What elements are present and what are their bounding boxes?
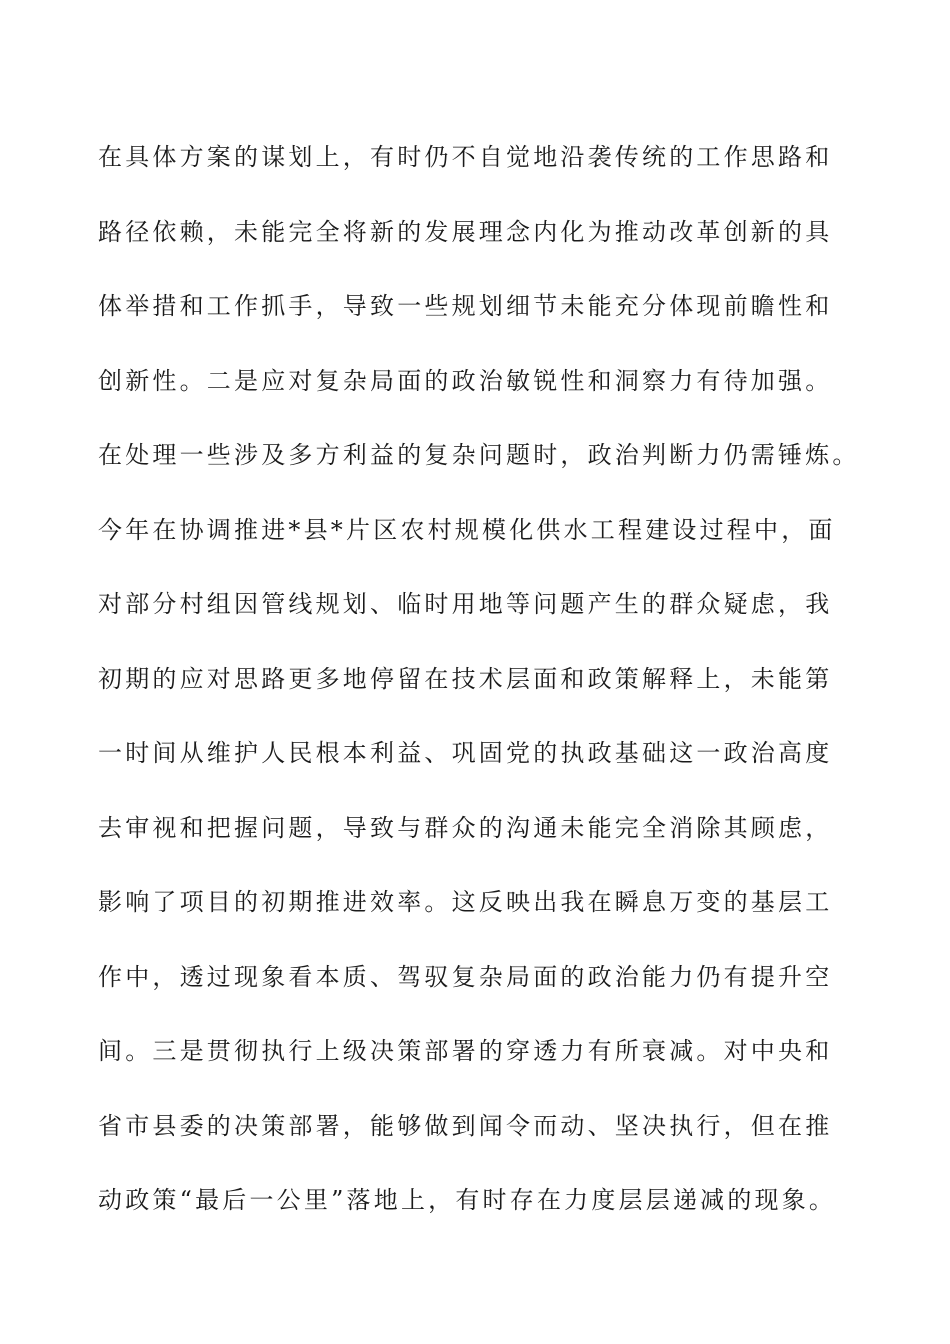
text-line-3: 体举措和工作抓手，导致一些规划细节未能充分体现前瞻性和	[98, 292, 833, 320]
body-paragraph	[98, 120, 858, 1238]
text-line-4: 创新性。二是应对复杂局面的政治敏锐性和洞察力有待加强。	[98, 366, 833, 395]
text-line-1: 在具体方案的谋划上，有时仍不自觉地沿袭传统的工作思路和	[98, 143, 833, 171]
text-line-10: 去审视和把握问题，导致与群众的沟通未能完全消除其顾虑，	[98, 813, 833, 842]
text-line-14: 省市县委的决策部署，能够做到闻令而动、坚决执行，但在推	[98, 1111, 833, 1140]
text-line-9: 一时间从维护人民根本利益、巩固党的执政基础这一政治高度	[98, 739, 833, 767]
text-line-6: 今年在协调推进*县*片区农村规模化供水工程建设过程中，面	[98, 515, 836, 544]
text-line-2: 路径依赖，未能完全将新的发展理念内化为推动改革创新的具	[98, 217, 833, 246]
text-line-15: 动政策“最后一公里”落地上，有时存在力度层层递减的现象。	[98, 1186, 837, 1214]
text-line-11: 影响了项目的初期推进效率。这反映出我在瞬息万变的基层工	[98, 888, 833, 916]
text-line-13: 间。三是贯彻执行上级决策部署的穿透力有所衰减。对中央和	[98, 1037, 833, 1065]
text-line-12: 作中，透过现象看本质、驾驭复杂局面的政治能力仍有提升空	[98, 962, 833, 991]
text-line-7: 对部分村组因管线规划、临时用地等问题产生的群众疑虑，我	[98, 590, 833, 618]
text-line-5: 在处理一些涉及多方利益的复杂问题时，政治判断力仍需锤炼。	[98, 441, 860, 469]
text-line-8: 初期的应对思路更多地停留在技术层面和政策解释上，未能第	[98, 664, 833, 693]
